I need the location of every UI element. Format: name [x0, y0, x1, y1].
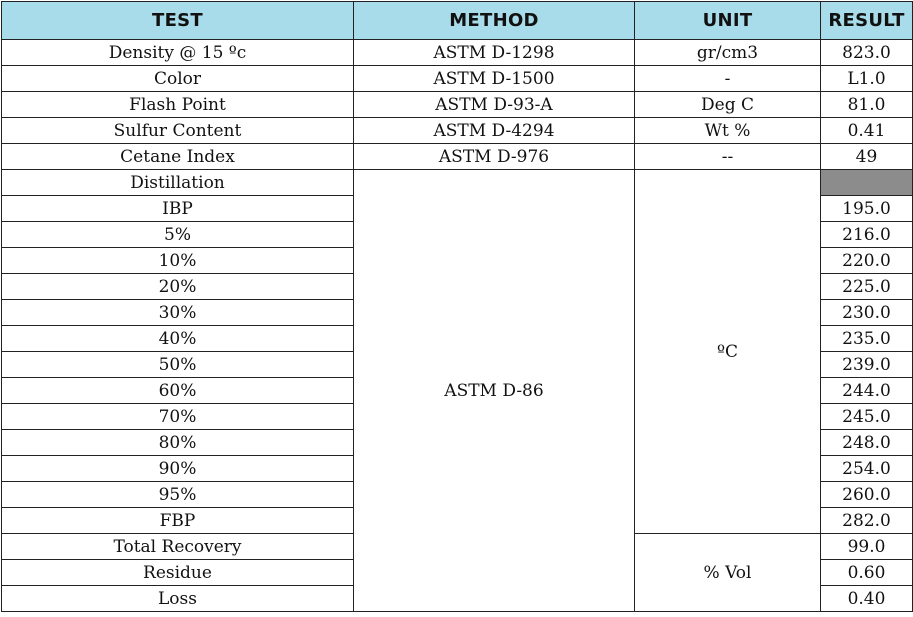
distillation-point-result: 244.0 — [821, 378, 913, 404]
distillation-temp-unit: ºC — [635, 170, 821, 534]
test-unit: Wt % — [635, 118, 821, 144]
distillation-point-result: 245.0 — [821, 404, 913, 430]
recovery-result: 99.0 — [821, 534, 913, 560]
header-method: METHOD — [354, 2, 635, 40]
distillation-point-result: 282.0 — [821, 508, 913, 534]
distillation-method: ASTM D-86 — [354, 170, 635, 612]
distillation-point-result: 254.0 — [821, 456, 913, 482]
distillation-point-result: 248.0 — [821, 430, 913, 456]
recovery-result: 0.40 — [821, 586, 913, 612]
test-method: ASTM D-93-A — [354, 92, 635, 118]
test-name: Sulfur Content — [2, 118, 354, 144]
test-result: 0.41 — [821, 118, 913, 144]
recovery-unit: % Vol — [635, 534, 821, 612]
header-row — [2, 2, 913, 40]
distillation-point-result: 239.0 — [821, 352, 913, 378]
distillation-point-label: 20% — [2, 274, 354, 300]
recovery-label: Loss — [2, 586, 354, 612]
table-row — [2, 144, 913, 170]
table-row — [2, 66, 913, 92]
test-results-table — [1, 1, 913, 612]
distillation-point-result: 235.0 — [821, 326, 913, 352]
test-result: 823.0 — [821, 40, 913, 66]
distillation-point-result: 225.0 — [821, 274, 913, 300]
distillation-point-label: 10% — [2, 248, 354, 274]
distillation-point-label: 5% — [2, 222, 354, 248]
distillation-point-label: 70% — [2, 404, 354, 430]
distillation-point-label: 60% — [2, 378, 354, 404]
test-name: Color — [2, 66, 354, 92]
distillation-point-label: 80% — [2, 430, 354, 456]
header-unit: UNIT — [635, 2, 821, 40]
test-unit: Deg C — [635, 92, 821, 118]
distillation-result-placeholder — [821, 170, 913, 196]
distillation-point-result: 220.0 — [821, 248, 913, 274]
recovery-result: 0.60 — [821, 560, 913, 586]
table-row — [2, 92, 913, 118]
test-unit: - — [635, 66, 821, 92]
test-result: 49 — [821, 144, 913, 170]
distillation-heading-row — [2, 170, 913, 196]
test-method: ASTM D-1298 — [354, 40, 635, 66]
table-row — [2, 118, 913, 144]
header-test: TEST — [2, 2, 354, 40]
distillation-point-label: IBP — [2, 196, 354, 222]
distillation-point-label: 40% — [2, 326, 354, 352]
distillation-point-label: FBP — [2, 508, 354, 534]
distillation-point-result: 195.0 — [821, 196, 913, 222]
distillation-point-label: 95% — [2, 482, 354, 508]
distillation-point-label: 90% — [2, 456, 354, 482]
header-result: RESULT — [821, 2, 913, 40]
test-unit: gr/cm3 — [635, 40, 821, 66]
distillation-point-result: 216.0 — [821, 222, 913, 248]
test-result: L1.0 — [821, 66, 913, 92]
recovery-label: Total Recovery — [2, 534, 354, 560]
test-method: ASTM D-976 — [354, 144, 635, 170]
test-result: 81.0 — [821, 92, 913, 118]
test-name: Flash Point — [2, 92, 354, 118]
test-method: ASTM D-4294 — [354, 118, 635, 144]
test-name: Cetane Index — [2, 144, 354, 170]
test-method: ASTM D-1500 — [354, 66, 635, 92]
distillation-heading: Distillation — [2, 170, 354, 196]
test-unit: -- — [635, 144, 821, 170]
distillation-point-label: 30% — [2, 300, 354, 326]
distillation-point-label: 50% — [2, 352, 354, 378]
distillation-point-result: 260.0 — [821, 482, 913, 508]
recovery-label: Residue — [2, 560, 354, 586]
table-row — [2, 40, 913, 66]
distillation-point-result: 230.0 — [821, 300, 913, 326]
test-name: Density @ 15 ºc — [2, 40, 354, 66]
